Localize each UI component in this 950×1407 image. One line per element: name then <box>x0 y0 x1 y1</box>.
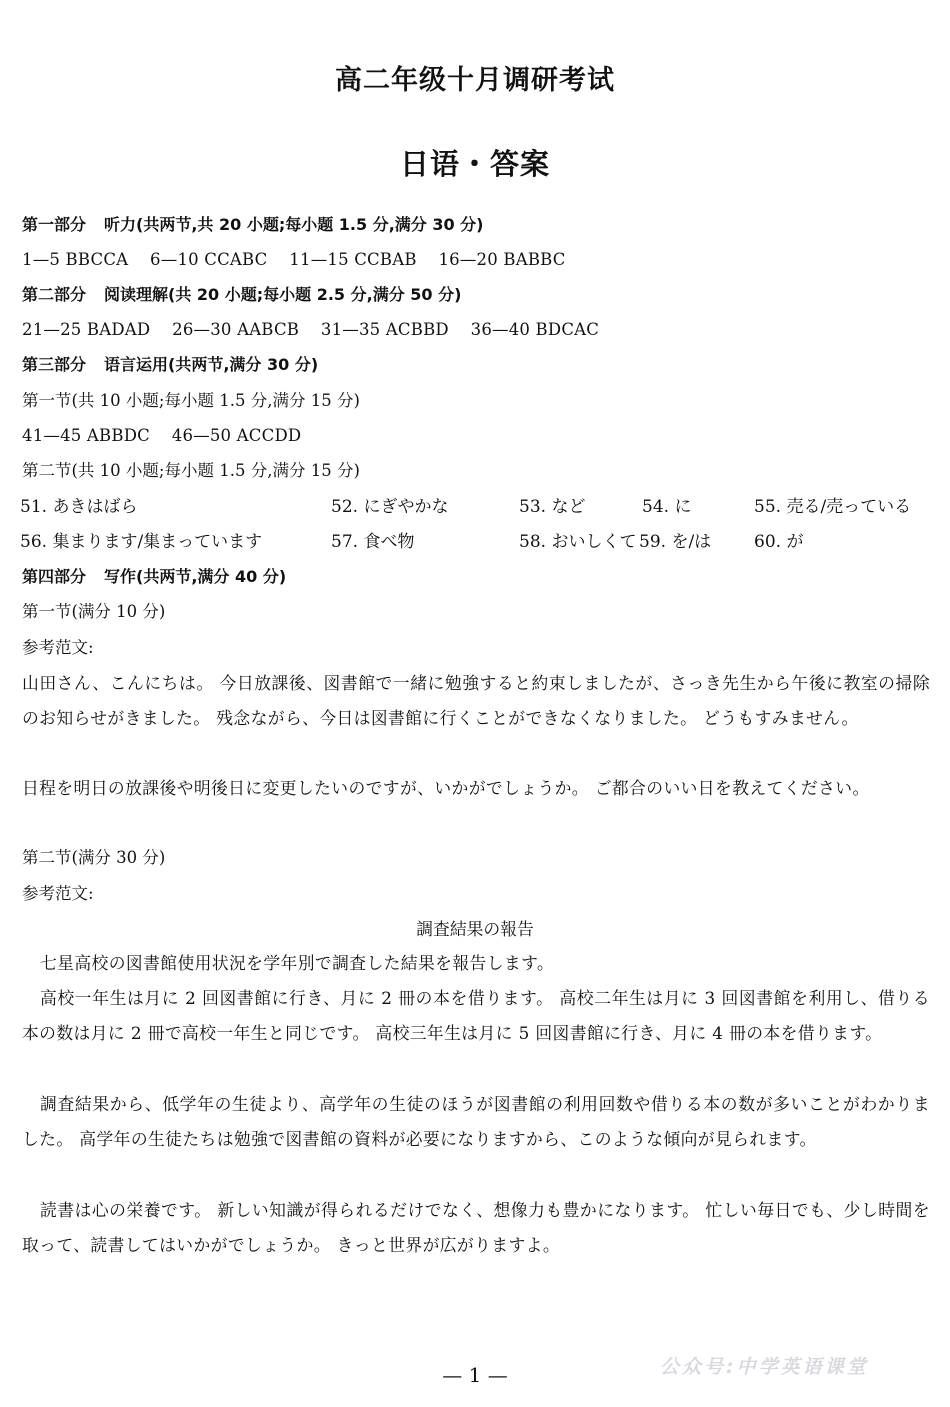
sample-essay2-paragraph: 七星高校の図書館使用状況を学年別で調査した結果を報告します。 <box>40 953 555 973</box>
answer-group: 1—5 BBCCA <box>22 250 129 269</box>
part3-section1-answers <box>22 424 930 448</box>
fill-answer: 55. 売る/売っている <box>754 497 912 517</box>
answer-group: 31—35 ACBBD <box>320 320 449 339</box>
part1-name: 第一部分 <box>22 215 87 234</box>
answer-group: 16—20 BABBC <box>438 250 566 269</box>
fill-answer: 58. おいしくて <box>519 532 637 552</box>
part3-section1-heading: 第一节(共 10 小题;每小题 1.5 分,满分 15 分) <box>22 391 360 410</box>
part3-name: 第三部分 <box>22 355 87 374</box>
part1-answers <box>22 248 930 272</box>
part4-name: 第四部分 <box>22 567 87 586</box>
answer-group: 11—15 CCBAB <box>289 250 417 269</box>
fill-answer: 60. が <box>754 532 804 552</box>
fill-answer: 52. にぎやかな <box>331 497 449 517</box>
reference-label: 参考范文: <box>22 638 94 657</box>
sample-essay1-paragraph: 日程を明日の放課後や明後日に変更したいのですが、いかがでしょうか。 ご都合のいい日を教えてください。 <box>22 778 870 798</box>
exam-title: 高二年级十月调研考试 <box>335 65 615 96</box>
fill-answer: 51. あきはばら <box>20 497 138 517</box>
sample-essay2-paragraph: 調査結果から、低学年の生徒より、高学年の生徒のほうが図書館の利用回数や借りる本の数が多いことがわかりました。 高学年の生徒たちは勉強で図書館の資料が必要になりますから、このような傾向が見られます。 <box>22 1094 930 1149</box>
part4-section2-heading: 第二节(满分 30 分) <box>22 848 166 867</box>
part3-desc: 语言运用(共两节,满分 30 分) <box>104 355 319 374</box>
part2-answers <box>22 318 930 342</box>
part4-heading <box>22 565 930 589</box>
part1-desc: 听力(共两节,共 20 小题;每小题 1.5 分,满分 30 分) <box>104 215 484 234</box>
fill-answer: 53. など <box>519 497 586 517</box>
part2-desc: 阅读理解(共 20 小题;每小题 2.5 分,满分 50 分) <box>104 285 462 304</box>
fill-answer: 59. を/は <box>639 532 712 552</box>
fill-answer: 56. 集まります/集まっています <box>20 532 263 552</box>
part2-name: 第二部分 <box>22 285 87 304</box>
essay-title: 調査結果の報告 <box>416 919 534 939</box>
answer-group: 41—45 ABBDC <box>22 426 150 445</box>
part4-section1-heading: 第一节(满分 10 分) <box>22 602 166 621</box>
part2-heading <box>22 283 930 307</box>
reference-label: 参考范文: <box>22 884 94 903</box>
part1-heading <box>22 213 930 237</box>
answer-group: 21—25 BADAD <box>22 320 151 339</box>
part3-heading <box>22 353 930 377</box>
watermark: 公众号:中学英语课堂 <box>660 1356 869 1378</box>
fill-answer: 54. に <box>642 497 692 517</box>
sample-essay1-paragraph: 山田さん、こんにちは。 今日放課後、図書館で一緒に勉強すると約束しましたが、さっき先生から午後に教室の掃除のお知らせがきました。 残念ながら、今日は図書館に行くことができなくなりました。 どうもすみません。 <box>22 673 930 728</box>
fill-answer: 57. 食べ物 <box>331 532 415 552</box>
sample-essay2-paragraph: 高校一年生は月に 2 回図書館に行き、月に 2 冊の本を借ります。 高校二年生は月に 3 回図書館を利用し、借りる本の数は月に 2 冊で高校一年生と同じです。 高校三年生は月に 5 回図書館に行き、月に 4 冊の本を借ります。 <box>22 988 930 1043</box>
part3-section2-heading: 第二节(共 10 小题;每小题 1.5 分,满分 15 分) <box>22 461 360 480</box>
answer-group: 46—50 ACCDD <box>171 426 302 445</box>
answer-group: 6—10 CCABC <box>150 250 268 269</box>
page-number: — 1 — <box>442 1363 508 1387</box>
answer-key-subtitle: 日语・答案 <box>399 147 550 181</box>
part4-desc: 写作(共两节,满分 40 分) <box>104 567 287 586</box>
answer-group: 36—40 BDCAC <box>470 320 600 339</box>
sample-essay2-paragraph: 読書は心の栄養です。 新しい知識が得られるだけでなく、想像力も豊かになります。 忙しい毎日でも、少し時間を取って、読書してはいかがでしょうか。 きっと世界が広がりますよ。 <box>22 1200 930 1255</box>
answer-group: 26—30 AABCB <box>172 320 300 339</box>
